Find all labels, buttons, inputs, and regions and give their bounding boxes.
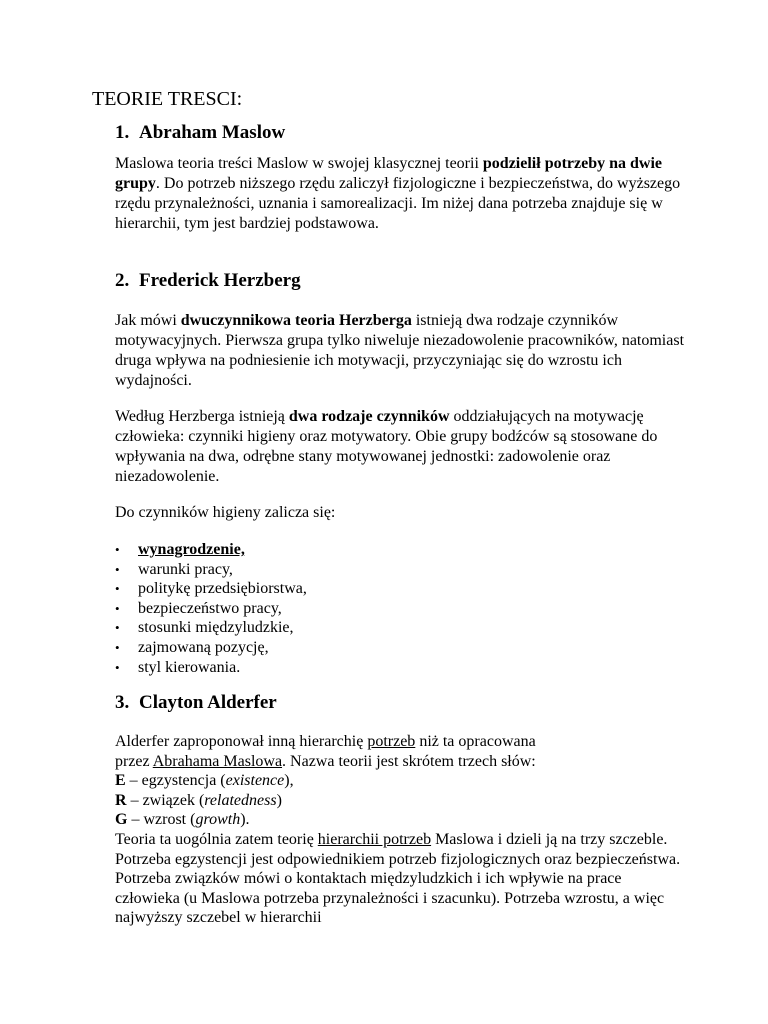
bold-text: dwuczynnikowa teoria Herzberga	[180, 312, 412, 329]
text-run: – związek (	[126, 791, 205, 809]
section-heading-herzberg	[115, 268, 695, 294]
section-herzberg	[115, 268, 695, 677]
list-item-link[interactable]: wynagrodzenie,	[138, 541, 245, 558]
text-run: istnieją dwa rodzaje czynników motywacyjnych. Pierwsza grupa tylko niweluje niezadowolenie pracowników, natomiast druga wpływa na podniesienie ich motywacji, przyczyniając się do wzrostu ich wydajności.	[115, 312, 685, 389]
bold-letter: E	[115, 772, 126, 790]
text-run: ).	[240, 811, 250, 829]
italic-word: relatedness	[204, 791, 277, 809]
text-run: – egzystencja (	[125, 772, 226, 790]
text-run: niż ta opracowana	[415, 733, 536, 750]
section-number: 3.	[115, 692, 130, 713]
maslow-paragraph	[115, 154, 695, 234]
text-line-e	[115, 771, 695, 791]
alderfer-paragraph	[115, 830, 685, 928]
section-alderfer	[115, 690, 695, 928]
text-run: . Nazwa teorii jest skrótem trzech słów:	[282, 752, 536, 770]
section-number: 2.	[115, 270, 130, 291]
italic-word: existence	[225, 772, 285, 790]
section-heading-maslow	[115, 120, 695, 146]
section-heading-alderfer	[115, 690, 695, 716]
herzberg-paragraph-2	[115, 407, 695, 487]
link-potrzeb[interactable]: potrzeb	[367, 733, 416, 750]
list-item: • warunki pracy,	[115, 560, 695, 580]
text-run: przez	[115, 752, 153, 770]
list-item: • stosunki międzyludzkie,	[115, 618, 695, 638]
text-run: . Do potrzeb niższego rzędu zaliczył fizjologiczne i bezpieczeństwa, do wyższego rzędu przynależności, uznania i samorealizacji. Im niżej dana potrzeba znajduje się w hierarchii, tym jest bardziej podstawowa.	[115, 175, 681, 232]
document-title: TEORIE TRESCI:	[92, 88, 243, 110]
text-line-g	[115, 810, 695, 830]
list-item: • politykę przedsiębiorstwa,	[115, 579, 695, 599]
bold-letter: G	[115, 811, 128, 829]
text-line	[115, 732, 695, 752]
section-title: Frederick Herzberg	[139, 270, 301, 291]
bold-text: dwa rodzaje czynników	[288, 408, 450, 425]
text-run: ),	[284, 772, 294, 790]
link-abrahama-maslowa[interactable]: Abrahama Maslowa	[152, 752, 283, 770]
text-run: Według Herzberga istnieją	[115, 408, 289, 425]
text-run: – wzrost (	[127, 811, 196, 829]
text-run: Jak mówi	[115, 312, 181, 329]
hygiene-intro: Do czynników higieny zalicza się:	[115, 504, 336, 521]
section-number: 1.	[115, 122, 130, 143]
text-run: )	[276, 791, 282, 809]
text-run: oddziałujących na motywację człowieka: czynniki higieny oraz motywatory. Obie grupy bodźców są stosowane do wpływania na dwa, odrębne stany motywowanej jednostki: zadowolenie oraz niezadowolenie.	[115, 408, 658, 485]
italic-word: growth	[195, 811, 241, 829]
bold-letter: R	[115, 791, 127, 809]
alderfer-text	[115, 732, 695, 830]
text-line-r	[115, 791, 695, 811]
herzberg-paragraph-1	[115, 311, 695, 391]
section-title: Clayton Alderfer	[139, 692, 277, 713]
list-item: • zajmowaną pozycję,	[115, 638, 695, 658]
hygiene-factors-list	[115, 540, 695, 677]
text-run: Maslowa i dzieli ją na trzy szczeble. Potrzeba egzystencji jest odpowiednikiem potrzeb fizjologicznych oraz bezpieczeństwa. Potrzeba związków mówi o kontaktach międzyludzkich i ich wpływie na prace człowieka (u Maslowa potrzeba przynależności i szacunku). Potrzeba wzrostu, a więc najwyższy szczebel w hierarchii	[115, 830, 681, 927]
section-maslow	[115, 120, 695, 234]
link-hierarchii-potrzeb[interactable]: hierarchii potrzeb	[317, 830, 432, 848]
text-run: Alderfer zaproponował inną hierarchię	[115, 733, 368, 750]
list-item: • bezpieczeństwo pracy,	[115, 599, 695, 619]
text-run: Teoria ta uogólnia zatem teorię	[115, 830, 318, 848]
list-item[interactable]	[115, 540, 695, 560]
list-item: • styl kierowania.	[115, 658, 695, 678]
bold-text: podzielił potrzeby na dwie grupy	[115, 155, 663, 192]
section-title: Abraham Maslow	[139, 122, 286, 143]
text-run: Maslowa teoria treści Maslow w swojej klasycznej teorii	[115, 155, 483, 172]
text-line	[115, 752, 695, 772]
